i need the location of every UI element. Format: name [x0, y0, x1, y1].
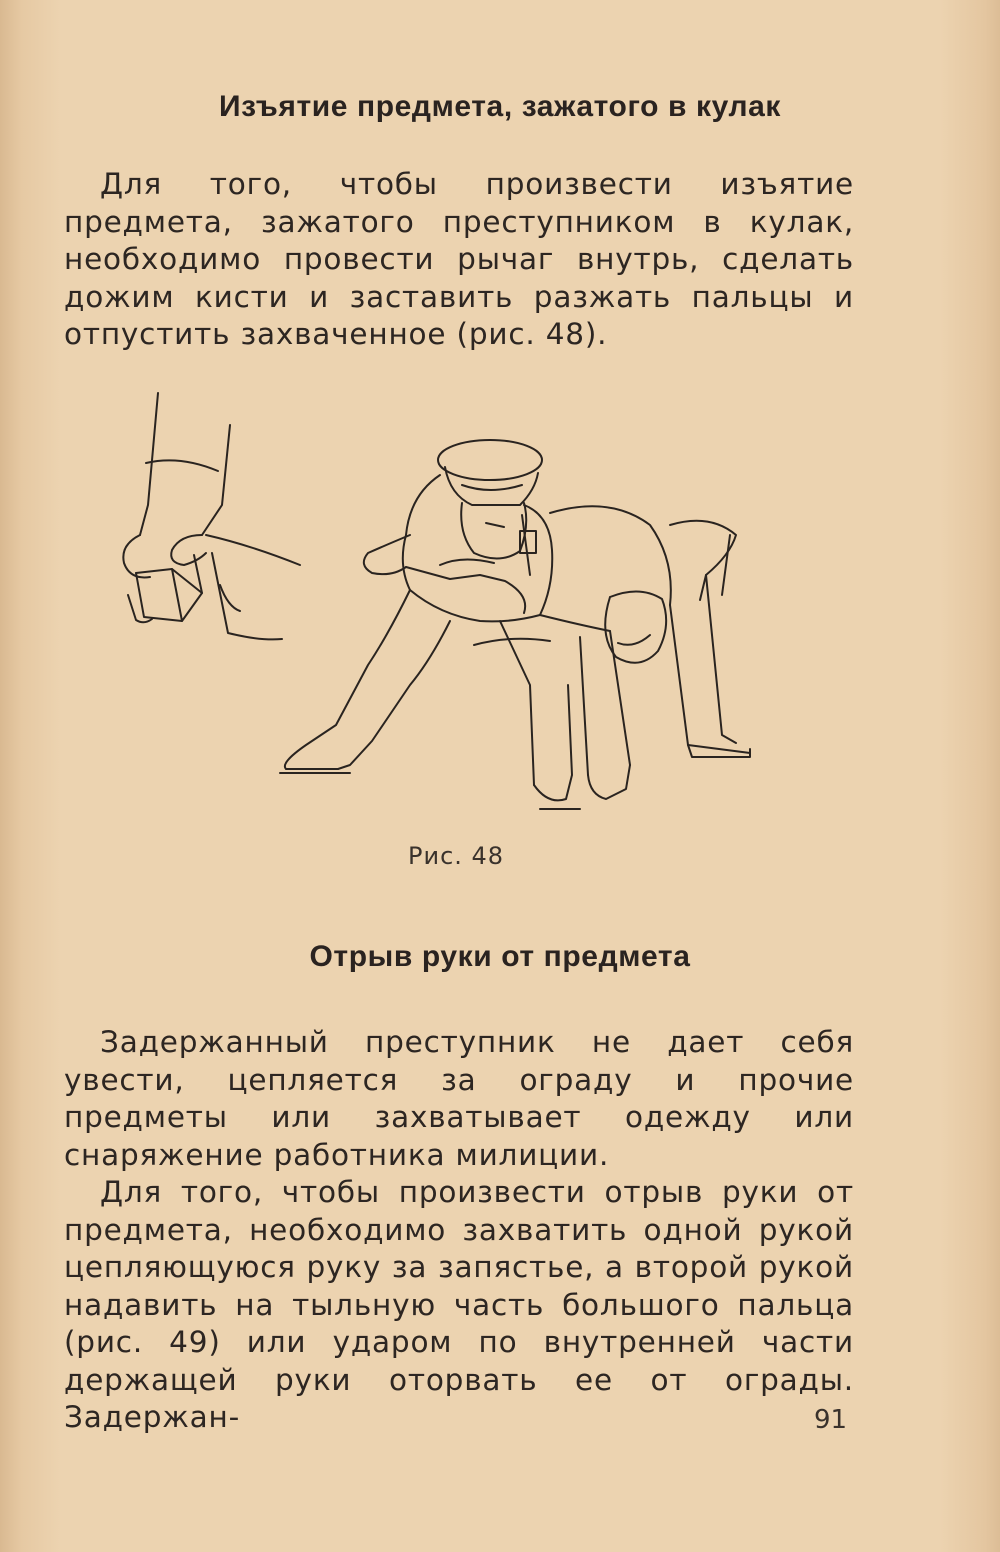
paragraph-fist-item-removal: Для того, чтобы произвести изъятие предмета, зажатого преступником в кулак, необходимо провести рычаг внутрь, сделать дожим кисти и заставить разжать пальцы и отпустить захваченное (рис. 48). — [64, 167, 854, 351]
inset-hand-detail — [123, 393, 300, 639]
figure-caption: Рис. 48 — [408, 842, 505, 870]
page-number: 91 — [814, 1405, 848, 1435]
section-heading-hand-release: Отрыв руки от предмета — [309, 940, 691, 973]
section-heading-fist-item-removal: Изъятие предмета, зажатого в кулак — [218, 90, 782, 123]
paragraph-hand-release-1: Задержанный преступник не дает себя увести, цепляется за ограду и прочие предметы или захватывает одежду или снаряжение работника милиции. — [64, 1025, 854, 1172]
main-figures-drawing — [280, 440, 750, 809]
paragraph-hand-release-2: Для того, чтобы произвести отрыв руки от предмета, необходимо захватить одной рукой цепляющуюся руку за запястье, а второй рукой надавить на тыльную часть большого пальца (рис. 49) или ударом по внутренней части держащей руки оторвать ее от ограды. Задержан- — [64, 1175, 854, 1434]
illustration-fig-48 — [110, 385, 770, 825]
